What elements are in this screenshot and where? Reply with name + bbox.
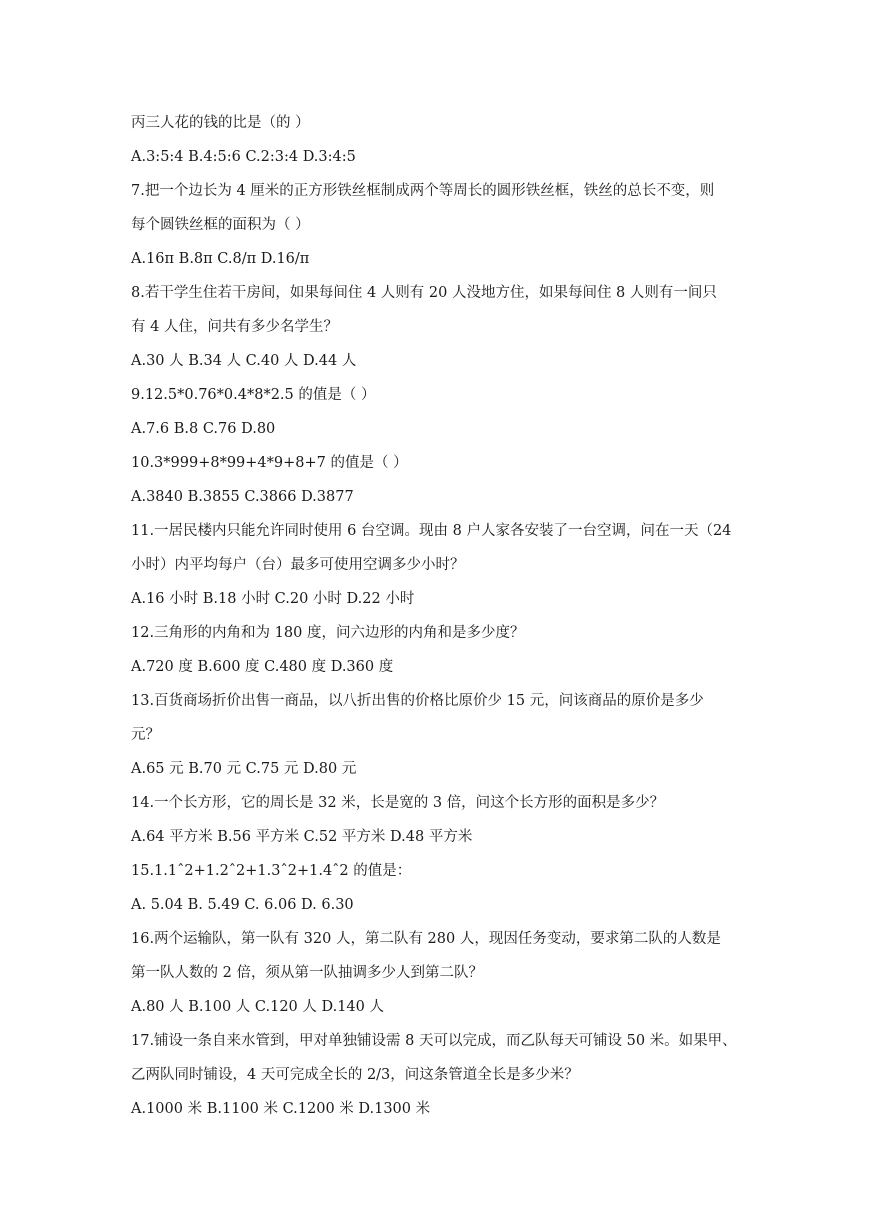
question-9-text: 9.12.5*0.76*0.4*8*2.5 的值是（ ） xyxy=(131,387,376,403)
question-17-line-2: 乙两队同时铺设，4 天可完成全长的 2/3，问这条管道全长是多少米？ xyxy=(131,1067,579,1083)
question-16-line-2: 第一队人数的 2 倍，须从第一队抽调多少人到第二队？ xyxy=(131,965,483,981)
question-10-options: A.3840 B.3855 C.3866 D.3877 xyxy=(131,489,354,505)
question-8-line-2: 有 4 人住，问共有多少名学生？ xyxy=(131,319,338,335)
question-15-options: A. 5.04 B. 5.49 C. 6.06 D. 6.30 xyxy=(131,897,354,913)
question-6-options: A.3:5:4 B.4:5:6 C.2:3:4 D.3:4:5 xyxy=(131,149,356,165)
question-15-text: 15.1.1ˆ2+1.2ˆ2+1.3ˆ2+1.4ˆ2 的值是： xyxy=(131,863,412,879)
question-11-options: A.16 小时 B.18 小时 C.20 小时 D.22 小时 xyxy=(131,591,415,607)
question-7-line-2: 每个圆铁丝框的面积为（ ） xyxy=(131,217,310,233)
question-16-options: A.80 人 B.100 人 C.120 人 D.140 人 xyxy=(131,999,384,1015)
question-16-line-1: 16.两个运输队，第一队有 320 人，第二队有 280 人，现因任务变动，要求第二队的人数是 xyxy=(131,931,721,947)
question-13-line-1: 13.百货商场折价出售一商品，以八折出售的价格比原价少 15 元，问该商品的原价是多少 xyxy=(131,693,704,709)
question-11-line-1: 11.一居民楼内只能允许同时使用 6 台空调。现由 8 户人家各安装了一台空调，问在一天（24 xyxy=(131,523,732,539)
question-8-line-1: 8.若干学生住若干房间，如果每间住 4 人则有 20 人没地方住，如果每间住 8 人则有一间只 xyxy=(131,285,717,301)
question-7-options: A.16π B.8π C.8/π D.16/π xyxy=(131,251,310,267)
question-8-options: A.30 人 B.34 人 C.40 人 D.44 人 xyxy=(131,353,357,369)
question-17-line-1: 17.铺设一条自来水管到，甲对单独铺设需 8 天可以完成，而乙队每天可铺设 50 米。如果甲、 xyxy=(131,1033,737,1049)
question-13-options: A.65 元 B.70 元 C.75 元 D.80 元 xyxy=(131,761,357,777)
question-17-options: A.1000 米 B.1100 米 C.1200 米 D.1300 米 xyxy=(131,1101,431,1117)
question-6-continuation: 丙三人花的钱的比是（的 ） xyxy=(131,115,310,131)
question-11-line-2: 小时）内平均每户（台）最多可使用空调多少小时？ xyxy=(131,557,465,573)
question-12-text: 12.三角形的内角和为 180 度，问六边形的内角和是多少度？ xyxy=(131,625,525,641)
question-13-line-2: 元？ xyxy=(131,727,160,743)
question-14-options: A.64 平方米 B.56 平方米 C.52 平方米 D.48 平方米 xyxy=(131,829,473,845)
question-14-text: 14.一个长方形，它的周长是 32 米，长是宽的 3 倍，问这个长方形的面积是多少？ xyxy=(131,795,665,811)
question-12-options: A.720 度 B.600 度 C.480 度 D.360 度 xyxy=(131,659,394,675)
question-10-text: 10.3*999+8*99+4*9+8+7 的值是（ ） xyxy=(131,455,408,471)
question-9-options: A.7.6 B.8 C.76 D.80 xyxy=(131,421,276,437)
question-7-line-1: 7.把一个边长为 4 厘米的正方形铁丝框制成两个等周长的圆形铁丝框，铁丝的总长不变，则 xyxy=(131,183,715,199)
